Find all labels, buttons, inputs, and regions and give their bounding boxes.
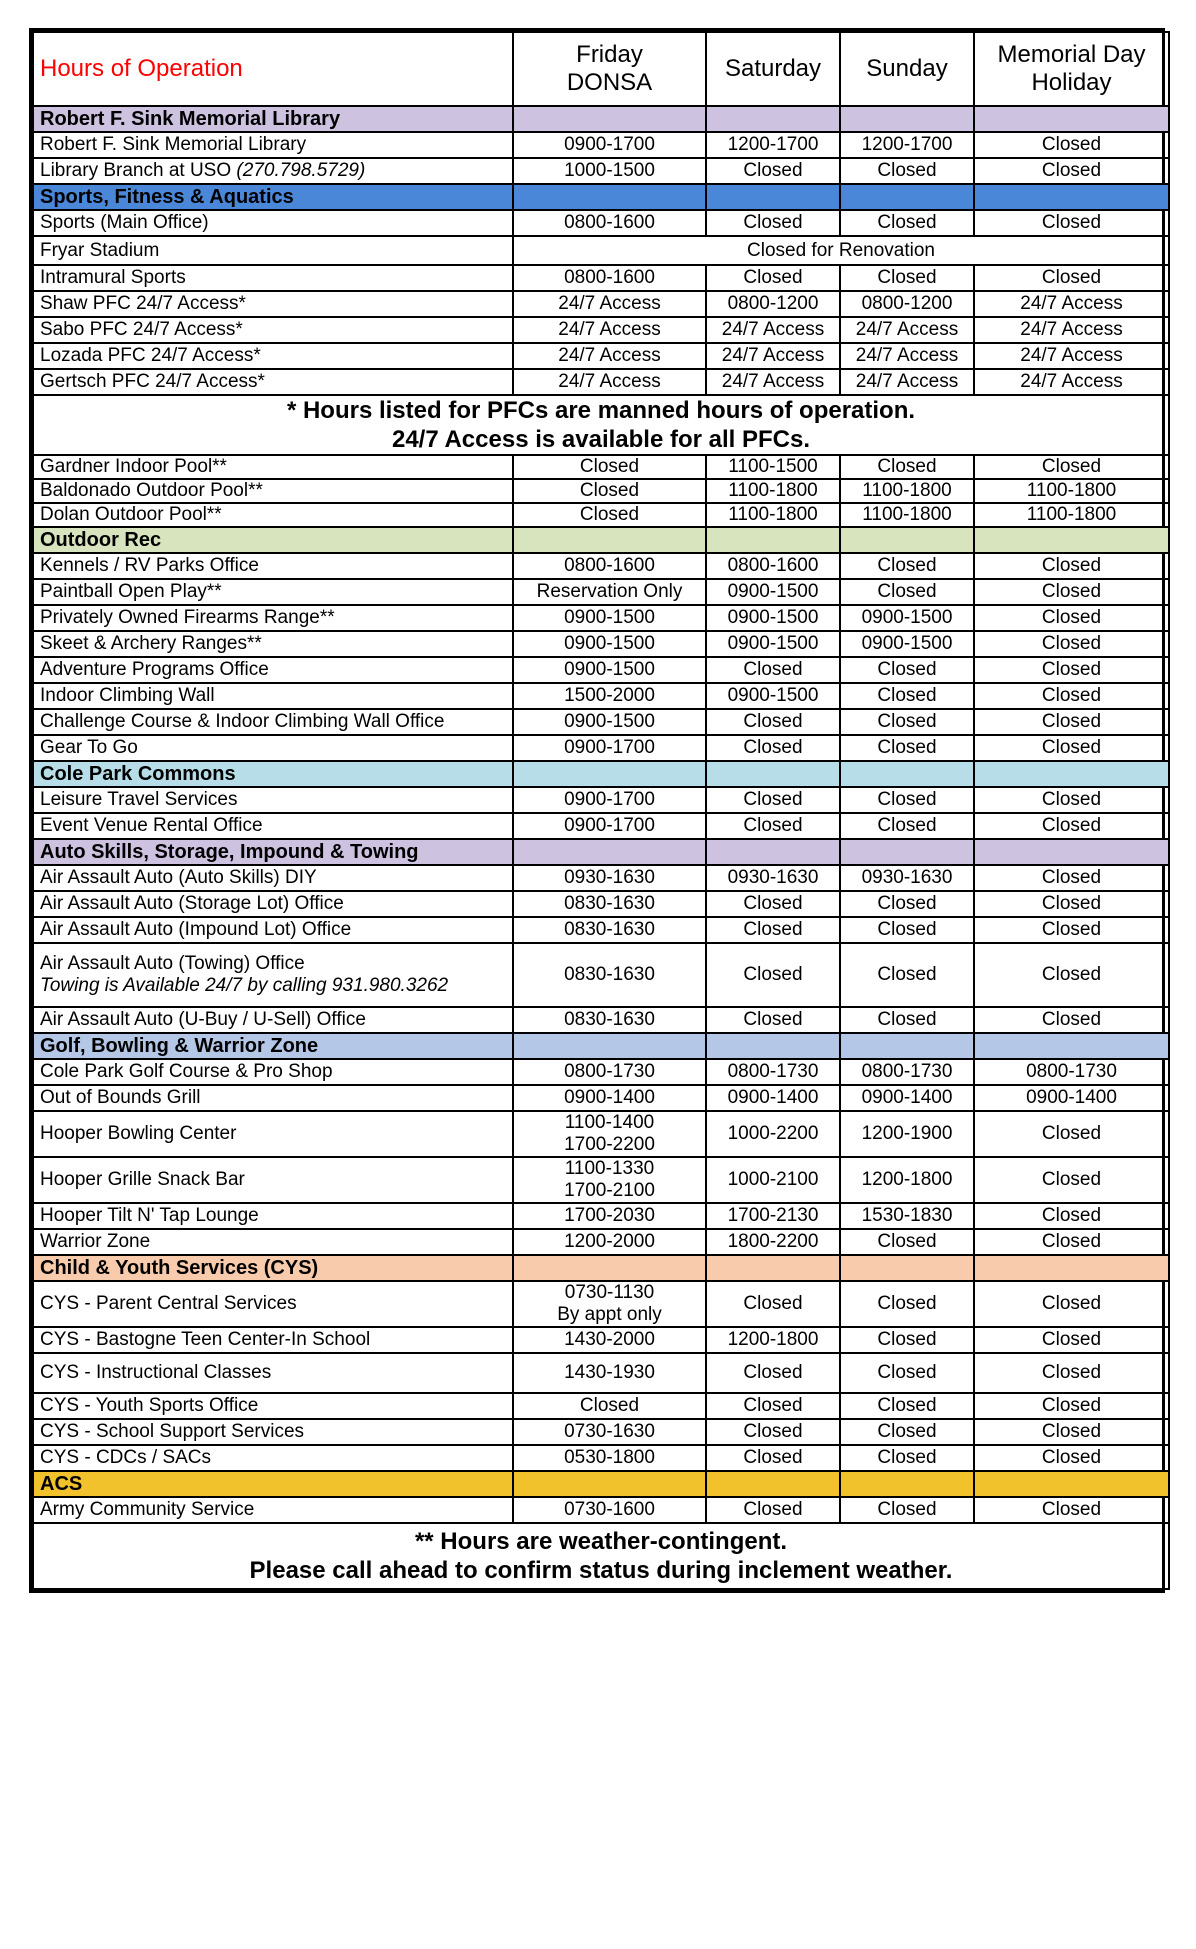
table-row: Cole Park Golf Course & Pro Shop 0800-1730 0800-1730 0800-1730 0800-1730 <box>33 1059 1169 1085</box>
table-row: Indoor Climbing Wall 1500-2000 0900-1500 Closed Closed <box>33 683 1169 709</box>
section-cole-park-commons: Cole Park Commons <box>33 761 1169 787</box>
table-row: CYS - CDCs / SACs 0530-1800 Closed Closed Closed <box>33 1445 1169 1471</box>
pfc-note-row <box>33 395 1169 455</box>
pfc-note-line-2: 24/7 Access is available for all PFCs. <box>391 426 810 453</box>
table-row: Intramural Sports 0800-1600 Closed Closed Closed <box>33 265 1169 291</box>
header-friday-donsa: Friday DONSA <box>513 32 706 106</box>
table-title: Hours of Operation <box>33 32 513 106</box>
table-row: Air Assault Auto (Auto Skills) DIY 0930-1630 0930-1630 0930-1630 Closed <box>33 865 1169 891</box>
table-row: Skeet & Archery Ranges** 0900-1500 0900-1500 0900-1500 Closed <box>33 631 1169 657</box>
table-row: Event Venue Rental Office 0900-1700 Closed Closed Closed <box>33 813 1169 839</box>
table-row: Sports (Main Office) 0800-1600 Closed Closed Closed <box>33 210 1169 236</box>
table-row: Gear To Go 0900-1700 Closed Closed Closed <box>33 735 1169 761</box>
table-row: CYS - Youth Sports Office Closed Closed Closed Closed <box>33 1393 1169 1419</box>
table-row: Gardner Indoor Pool** Closed 1100-1500 Closed Closed <box>33 455 1169 479</box>
table-row: Warrior Zone 1200-2000 1800-2200 Closed Closed <box>33 1229 1169 1255</box>
table-row: Air Assault Auto (Impound Lot) Office 0830-1630 Closed Closed Closed <box>33 917 1169 943</box>
section-library: Robert F. Sink Memorial Library <box>33 106 1169 132</box>
section-acs: ACS <box>33 1471 1169 1497</box>
renovation-status: Closed for Renovation <box>513 236 1169 265</box>
section-sports: Sports, Fitness & Aquatics <box>33 184 1169 210</box>
weather-note-line-1: ** Hours are weather-contingent. <box>414 1528 788 1555</box>
header-memorial-day: Memorial Day Holiday <box>974 32 1169 106</box>
table-row: Robert F. Sink Memorial Library 0900-1700 1200-1700 1200-1700 Closed <box>33 132 1169 158</box>
section-golf-bowling: Golf, Bowling & Warrior Zone <box>33 1033 1169 1059</box>
table-row: Hooper Tilt N' Tap Lounge 1700-2030 1700-2130 1530-1830 Closed <box>33 1203 1169 1229</box>
header-row <box>33 32 1169 106</box>
table-row: Air Assault Auto (Storage Lot) Office 0830-1630 Closed Closed Closed <box>33 891 1169 917</box>
table-row: Hooper Grille Snack Bar 1100-1330 1700-2100 1000-2100 1200-1800 Closed <box>33 1157 1169 1203</box>
table-row: Dolan Outdoor Pool** Closed 1100-1800 1100-1800 1100-1800 <box>33 503 1169 527</box>
table-row: CYS - Instructional Classes 1430-1930 Closed Closed Closed <box>33 1353 1169 1393</box>
table-row: Lozada PFC 24/7 Access* 24/7 Access 24/7 Access 24/7 Access 24/7 Access <box>33 343 1169 369</box>
table-row: Air Assault Auto (Towing) Office Towing is Available 24/7 by calling 931.980.3262 0830-1630 Closed Closed Closed <box>33 943 1169 1007</box>
table-row: Kennels / RV Parks Office 0800-1600 0800-1600 Closed Closed <box>33 553 1169 579</box>
table-row: Army Community Service 0730-1600 Closed Closed Closed <box>33 1497 1169 1523</box>
section-outdoor-rec: Outdoor Rec <box>33 527 1169 553</box>
pfc-note-line-1: * Hours listed for PFCs are manned hours of operation. <box>286 397 916 424</box>
table-row: Air Assault Auto (U-Buy / U-Sell) Office 0830-1630 Closed Closed Closed <box>33 1007 1169 1033</box>
table-row: Gertsch PFC 24/7 Access* 24/7 Access 24/7 Access 24/7 Access 24/7 Access <box>33 369 1169 395</box>
header-saturday: Saturday <box>706 32 840 106</box>
weather-note-row <box>33 1523 1169 1589</box>
table-row: Adventure Programs Office 0900-1500 Closed Closed Closed <box>33 657 1169 683</box>
table-row: Challenge Course & Indoor Climbing Wall Office 0900-1500 Closed Closed Closed <box>33 709 1169 735</box>
table-row: Privately Owned Firearms Range** 0900-1500 0900-1500 0900-1500 Closed <box>33 605 1169 631</box>
towing-note: Towing is Available 24/7 by calling 931.980.3262 <box>40 975 449 996</box>
table-row: Sabo PFC 24/7 Access* 24/7 Access 24/7 Access 24/7 Access 24/7 Access <box>33 317 1169 343</box>
table-row: Leisure Travel Services 0900-1700 Closed Closed Closed <box>33 787 1169 813</box>
hours-of-operation-table <box>32 31 1170 1590</box>
table-row: Paintball Open Play** Reservation Only 0900-1500 Closed Closed <box>33 579 1169 605</box>
table-row: CYS - School Support Services 0730-1630 Closed Closed Closed <box>33 1419 1169 1445</box>
table-row: Hooper Bowling Center 1100-1400 1700-2200 1000-2200 1200-1900 Closed <box>33 1111 1169 1157</box>
table-row: Fryar Stadium Closed for Renovation <box>33 236 1169 265</box>
weather-note-line-2: Please call ahead to confirm status during inclement weather. <box>249 1557 953 1584</box>
section-auto-skills: Auto Skills, Storage, Impound & Towing <box>33 839 1169 865</box>
hours-table-container <box>29 28 1165 1593</box>
table-row: CYS - Parent Central Services 0730-1130 By appt only Closed Closed Closed <box>33 1281 1169 1327</box>
table-row: CYS - Bastogne Teen Center-In School 1430-2000 1200-1800 Closed Closed <box>33 1327 1169 1353</box>
table-row: Library Branch at USO (270.798.5729) 1000-1500 Closed Closed Closed <box>33 158 1169 184</box>
table-row: Shaw PFC 24/7 Access* 24/7 Access 0800-1200 0800-1200 24/7 Access <box>33 291 1169 317</box>
table-row: Out of Bounds Grill 0900-1400 0900-1400 0900-1400 0900-1400 <box>33 1085 1169 1111</box>
table-row: Baldonado Outdoor Pool** Closed 1100-1800 1100-1800 1100-1800 <box>33 479 1169 503</box>
section-child-youth-services: Child & Youth Services (CYS) <box>33 1255 1169 1281</box>
header-sunday: Sunday <box>840 32 974 106</box>
